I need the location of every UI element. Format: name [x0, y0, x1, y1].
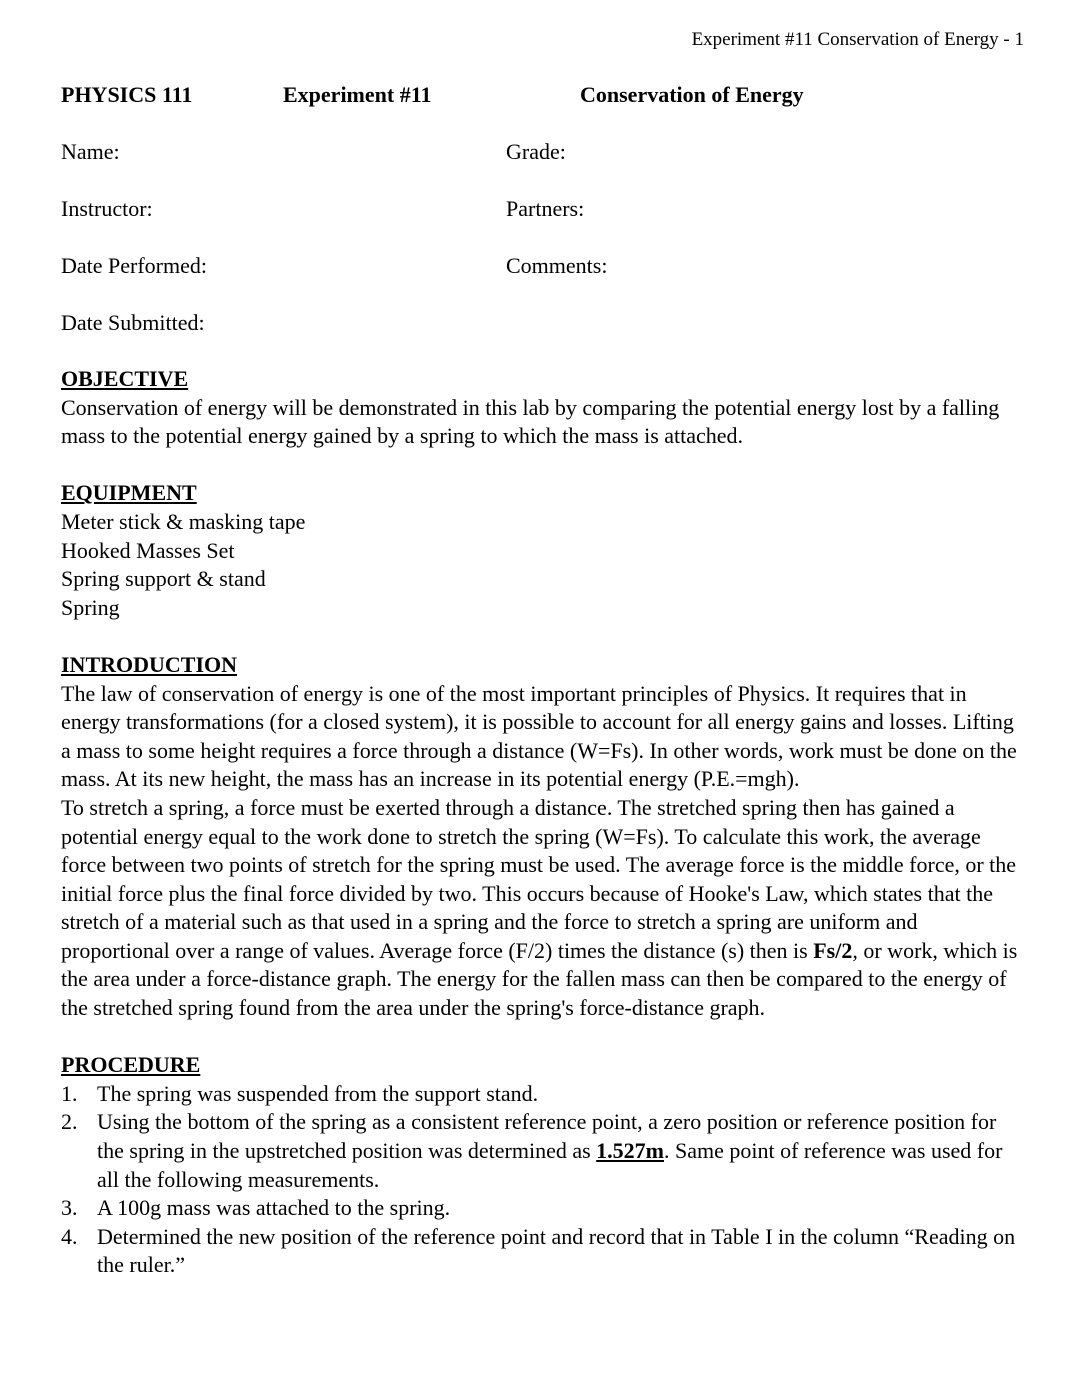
procedure-list [61, 1080, 1026, 1280]
procedure-heading: PROCEDURE [61, 1052, 201, 1078]
step-number: 2. [61, 1109, 78, 1135]
procedure-step: 1. The spring was suspended from the support stand. [61, 1080, 1026, 1109]
introduction-heading: INTRODUCTION [61, 651, 238, 677]
formula-fs-over-2: Fs/2 [813, 937, 853, 963]
procedure-step: 4. Determined the new position of the reference point and record that in Table I in the column “Reading on the ruler.” [61, 1223, 1016, 1278]
partners-label: Partners: [506, 196, 585, 221]
objective-text: Conservation of energy will be demonstrated in this lab by comparing the potential energy lost by a falling mass to the potential energy gained by a spring to which the mass is attached. [61, 394, 1000, 449]
course-title: PHYSICS 111 [61, 82, 193, 107]
step-number: 3. [61, 1195, 78, 1221]
document-title-row [61, 80, 1021, 110]
introduction-paragraph-1: The law of conservation of energy is one of the most important principles of Physics. It requires that in energy transformations (for a closed system), it is possible to account for all energy gains and losses. Lifting a mass to some height requires a force through a distance (W=Fs). In other words, work must be done on the mass. At its new height, the mass has an increase in its potential energy (P.E.=mgh). [61, 680, 1017, 792]
introduction-paragraph-2: To stretch a spring, a force must be exerted through a distance. The stretched spring then has gained a potential energy equal to the work done to stretch the spring (W=Fs). To calculate this work, the average force between two points of stretch for the spring must be used. The average force is the middle force, or the initial force plus the final force divided by two. This occurs because of Hooke's Law, which states that the stretch of a material such as that used in a spring and the force to stretch a spring are uniform and proportional over a range of values. Average force (F/2) times the distance (s) then is Fs/2, or work, which is the area under a force-distance graph. The energy for the fallen mass can then be compared to the energy of the stretched spring found from the area under the spring's force-distance graph. [61, 794, 1018, 1021]
step-number: 1. [61, 1080, 78, 1106]
experiment-number: Experiment #11 [283, 82, 432, 107]
procedure-step: 2. Using the bottom of the spring as a consistent reference point, a zero position or reference position for the spring in the upstretched position was determined as 1.527m. Same point of reference was used for all the following measurements. [61, 1109, 1003, 1192]
equipment-item: Spring [61, 594, 120, 620]
procedure-step: 3. A 100g mass was attached to the spring. [61, 1194, 1026, 1223]
page-header: Experiment #11 Conservation of Energy - 1 [691, 29, 1024, 50]
experiment-topic: Conservation of Energy [580, 82, 804, 107]
equipment-list [61, 508, 1026, 622]
equipment-item: Spring support & stand [61, 566, 266, 592]
equipment-item: Meter stick & masking tape [61, 508, 306, 534]
document-body [61, 365, 1026, 1280]
reference-position-value: 1.527m [596, 1138, 664, 1164]
equipment-heading: EQUIPMENT [61, 480, 197, 506]
step-number: 4. [61, 1223, 78, 1249]
name-label: Name: [61, 139, 120, 164]
equipment-item: Hooked Masses Set [61, 537, 235, 563]
instructor-label: Instructor: [61, 196, 153, 221]
grade-label: Grade: [506, 139, 566, 164]
objective-heading: OBJECTIVE [61, 366, 189, 391]
comments-label: Comments: [506, 253, 608, 278]
date-submitted-label: Date Submitted: [61, 310, 205, 335]
date-performed-label: Date Performed: [61, 253, 207, 278]
